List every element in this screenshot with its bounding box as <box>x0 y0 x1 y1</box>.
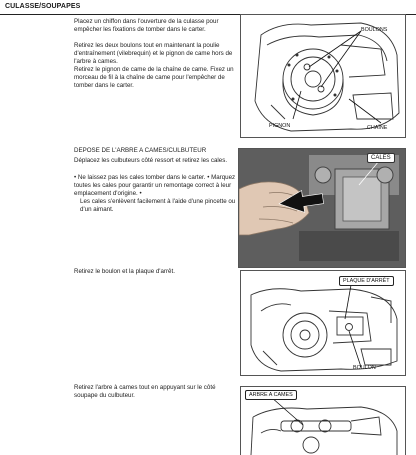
photo-rocker-shims <box>238 148 406 268</box>
figure-camshaft <box>240 386 406 455</box>
step1-text-3: Retirez le pignon de came de la chaîne de came. Fixez un morceau de fil à la chaîne de came pour l'empêcher de tomber dans le carter. <box>74 66 234 89</box>
step2-text-2: • Ne laissez pas les cales tomber dans le carter. • Marquez toutes les cales pour garantir un remontage correct à leur emplacement d'origine. • <box>74 174 236 197</box>
figure-stopper-plate <box>240 270 406 376</box>
label-pignon: PIGNON <box>269 123 291 129</box>
step1-text-2: Retirez les deux boulons tout en maintenant la poulie d'entraînement (vilebrequin) et le pignon de came hors de l'arbre à cames. <box>74 42 233 65</box>
step2-text-3: Les cales s'enlèvent facilement à l'aide d'une pincette ou d'un aimant. <box>80 198 236 213</box>
label-boulons: BOULONS <box>361 27 388 33</box>
label-plaque-arret: PLAQUE D'ARRÊT <box>339 276 394 286</box>
step4-text-1: Retirez l'arbre à cames tout en appuyant sur le côté soupape du culbuteur. <box>74 384 216 399</box>
step1-text-1: Placez un chiffon dans l'ouverture de la culasse pour empêcher les fixations de tomber dans le carter. <box>74 18 219 33</box>
page-title: CULASSE/SOUPAPES <box>5 3 81 10</box>
cam-sprocket-drawing <box>241 15 405 137</box>
label-arbre-a-cames: ARBRE A CAMES <box>245 390 297 400</box>
rocker-shims-photo <box>239 149 405 267</box>
step2-text-1: Déplacez les culbuteurs côté ressort et retirez les cales. <box>74 157 228 164</box>
label-boulon: BOULON <box>353 365 376 371</box>
section-title-camshaft: DEPOSE DE L'ARBRE A CAMES/CULBUTEUR <box>74 147 207 154</box>
figure-cam-sprocket <box>240 14 406 138</box>
step3-text-1: Retirez le boulon et la plaque d'arrêt. <box>74 268 175 275</box>
label-cales: CALES <box>367 153 395 163</box>
label-chaine: CHAÎNE <box>367 125 388 131</box>
stopper-plate-drawing <box>241 271 405 375</box>
